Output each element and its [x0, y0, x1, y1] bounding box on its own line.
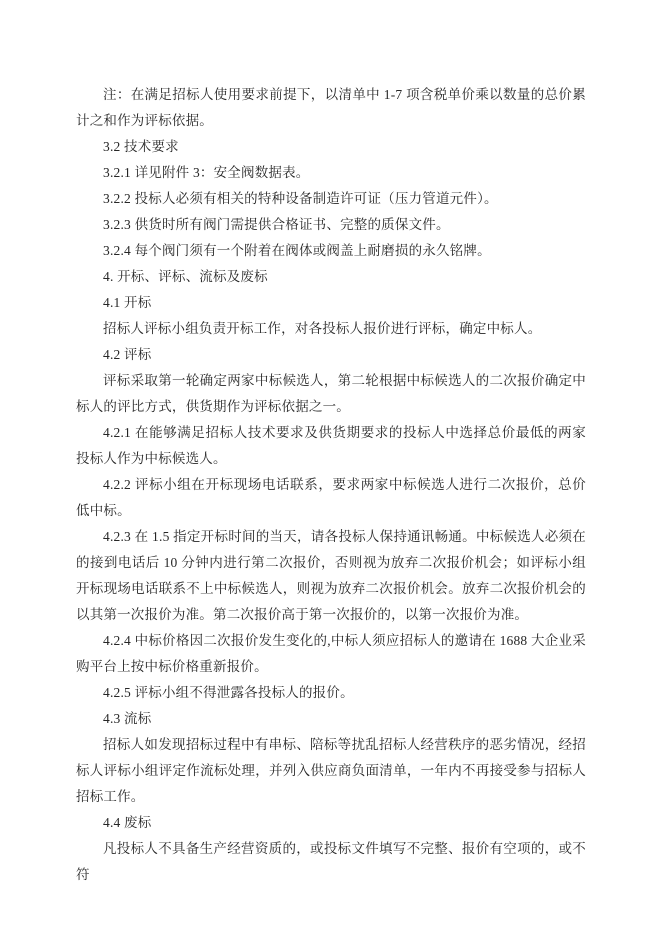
- clause-3-2-1: 3.2.1 详见附件 3：安全阀数据表。: [103, 165, 310, 180]
- heading-4-3-failed-bid: 4.3 流标: [103, 711, 152, 726]
- para-4-3-body: 招标人如发现招标过程中有串标、陪标等扰乱招标人经营秩序的恶劣情况，经招标人评标小组评定作流标处理，并列入供应商负面清单，一年内不再接受参与招标人招标工作。: [76, 737, 586, 804]
- para-4-4-body: 凡投标人不具备生产经营资质的，或投标文件填写不完整、报价有空项的，或不符: [76, 841, 586, 882]
- para-4-1-body: 招标人评标小组负责开标工作，对各投标人报价进行评标，确定中标人。: [103, 321, 542, 336]
- clause-4-2-4: 4.2.4 中标价格因二次报价发生变化的,中标人须应招标人的邀请在 1688 大企业采购平台上按中标价格重新报价。: [76, 633, 586, 674]
- note-evaluation-basis: 注：在满足招标人使用要求前提下，以清单中 1-7 项含税单价乘以数量的总价累计之和作为评标依据。: [76, 87, 586, 128]
- clause-3-2-2: 3.2.2 投标人必须有相关的特种设备制造许可证（压力管道元件）。: [103, 191, 498, 206]
- clause-4-2-2: 4.2.2 评标小组在开标现场电话联系，要求两家中标候选人进行二次报价，总价低中标。: [76, 477, 586, 518]
- clause-4-2-3: 4.2.3 在 1.5 指定开标时间的当天，请各投标人保持通讯畅通。中标候选人必须在的接到电话后 10 分钟内进行第二次报价，否则视为放弃二次报价机会；如评标小组开标现场电话联系不上中标候选人，则视为放弃二次报价机会。放弃二次报价机会的以其第一次报价为准。第二次报价高于第一次报价的，以第一次报价为准。: [76, 529, 586, 622]
- heading-4-1-bid-opening: 4.1 开标: [103, 295, 152, 310]
- clause-3-2-3: 3.2.3 供货时所有阀门需提供合格证书、完整的质保文件。: [103, 217, 450, 232]
- clause-4-2-1: 4.2.1 在能够满足招标人技术要求及供货期要求的投标人中选择总价最低的两家投标人作为中标候选人。: [76, 425, 586, 466]
- heading-4-bid-opening-evaluation: 4. 开标、评标、流标及废标: [103, 269, 268, 284]
- para-4-2-body: 评标采取第一轮确定两家中标候选人，第二轮根据中标候选人的二次报价确定中标人的评比方式，供货期作为评标依据之一。: [76, 373, 586, 414]
- clause-3-2-4: 3.2.4 每个阀门须有一个附着在阀体或阀盖上耐磨损的永久铭牌。: [103, 243, 491, 258]
- heading-4-2-evaluation: 4.2 评标: [103, 347, 152, 362]
- heading-3-2-technical-requirements: 3.2 技术要求: [103, 139, 179, 154]
- heading-4-4-invalid-bid: 4.4 废标: [103, 815, 152, 830]
- clause-4-2-5: 4.2.5 评标小组不得泄露各投标人的报价。: [103, 685, 354, 700]
